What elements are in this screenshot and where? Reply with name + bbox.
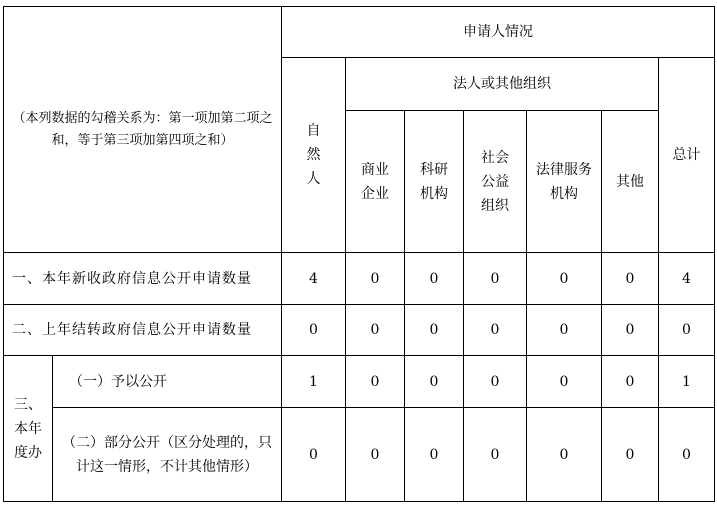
table-cell: 4 <box>282 253 346 305</box>
applicant-header: 申请人情况 <box>282 7 715 58</box>
natural-person-header <box>282 58 346 253</box>
table-cell: 0 <box>346 305 405 356</box>
row-label: （二）部分公开（区分处理的，只计这一情形，不计其他情形） <box>53 408 282 502</box>
table-cell: 0 <box>602 408 659 502</box>
research-institution-label: 科研机构 <box>420 161 448 202</box>
table-cell: 0 <box>602 305 659 356</box>
table-cell: 0 <box>346 253 405 305</box>
commercial-enterprise-label: 商业企业 <box>361 161 389 202</box>
table-cell: 1 <box>282 356 346 408</box>
table-cell: 0 <box>527 408 602 502</box>
research-institution-header <box>405 111 464 253</box>
table-cell: 0 <box>346 356 405 408</box>
table-cell: 0 <box>346 408 405 502</box>
row-label: （一）予以公开 <box>53 356 282 408</box>
table-cell: 0 <box>405 305 464 356</box>
total-header: 总计 <box>659 58 715 253</box>
table-cell: 0 <box>527 356 602 408</box>
section3-label-cell <box>4 356 53 502</box>
table-cell: 0 <box>282 408 346 502</box>
table-cell: 0 <box>659 408 715 502</box>
table-cell: 0 <box>405 408 464 502</box>
relationship-note: （本列数据的勾稽关系为：第一项加第二项之和，等于第三项加第四项之和） <box>4 7 282 253</box>
table-cell: 0 <box>527 253 602 305</box>
table-cell: 0 <box>659 305 715 356</box>
table-cell: 0 <box>405 253 464 305</box>
legal-entity-header: 法人或其他组织 <box>346 58 659 111</box>
table-cell: 0 <box>464 356 527 408</box>
table-cell: 0 <box>602 253 659 305</box>
table-cell: 4 <box>659 253 715 305</box>
table-cell: 1 <box>659 356 715 408</box>
section3-label: 三、本年度办 <box>14 396 42 461</box>
table-row <box>4 356 715 408</box>
table-cell: 0 <box>527 305 602 356</box>
legal-service-org-label: 法律服务机构 <box>536 161 592 202</box>
disclosure-table <box>3 6 715 502</box>
table-cell: 0 <box>282 305 346 356</box>
table-cell: 0 <box>602 356 659 408</box>
table-row <box>4 305 715 356</box>
natural-person-label: 自然人 <box>306 123 321 187</box>
table-cell: 0 <box>464 305 527 356</box>
table-row <box>4 253 715 305</box>
row-label: 一、本年新收政府信息公开申请数量 <box>4 253 282 305</box>
table-cell: 0 <box>405 356 464 408</box>
legal-service-org-header <box>527 111 602 253</box>
commercial-enterprise-header <box>346 111 405 253</box>
row-label: 二、上年结转政府信息公开申请数量 <box>4 305 282 356</box>
table-cell: 0 <box>464 253 527 305</box>
other-header: 其他 <box>602 111 659 253</box>
public-welfare-org-label: 社会公益组织 <box>481 149 509 214</box>
table-row <box>4 408 715 502</box>
public-welfare-org-header <box>464 111 527 253</box>
table-cell: 0 <box>464 408 527 502</box>
